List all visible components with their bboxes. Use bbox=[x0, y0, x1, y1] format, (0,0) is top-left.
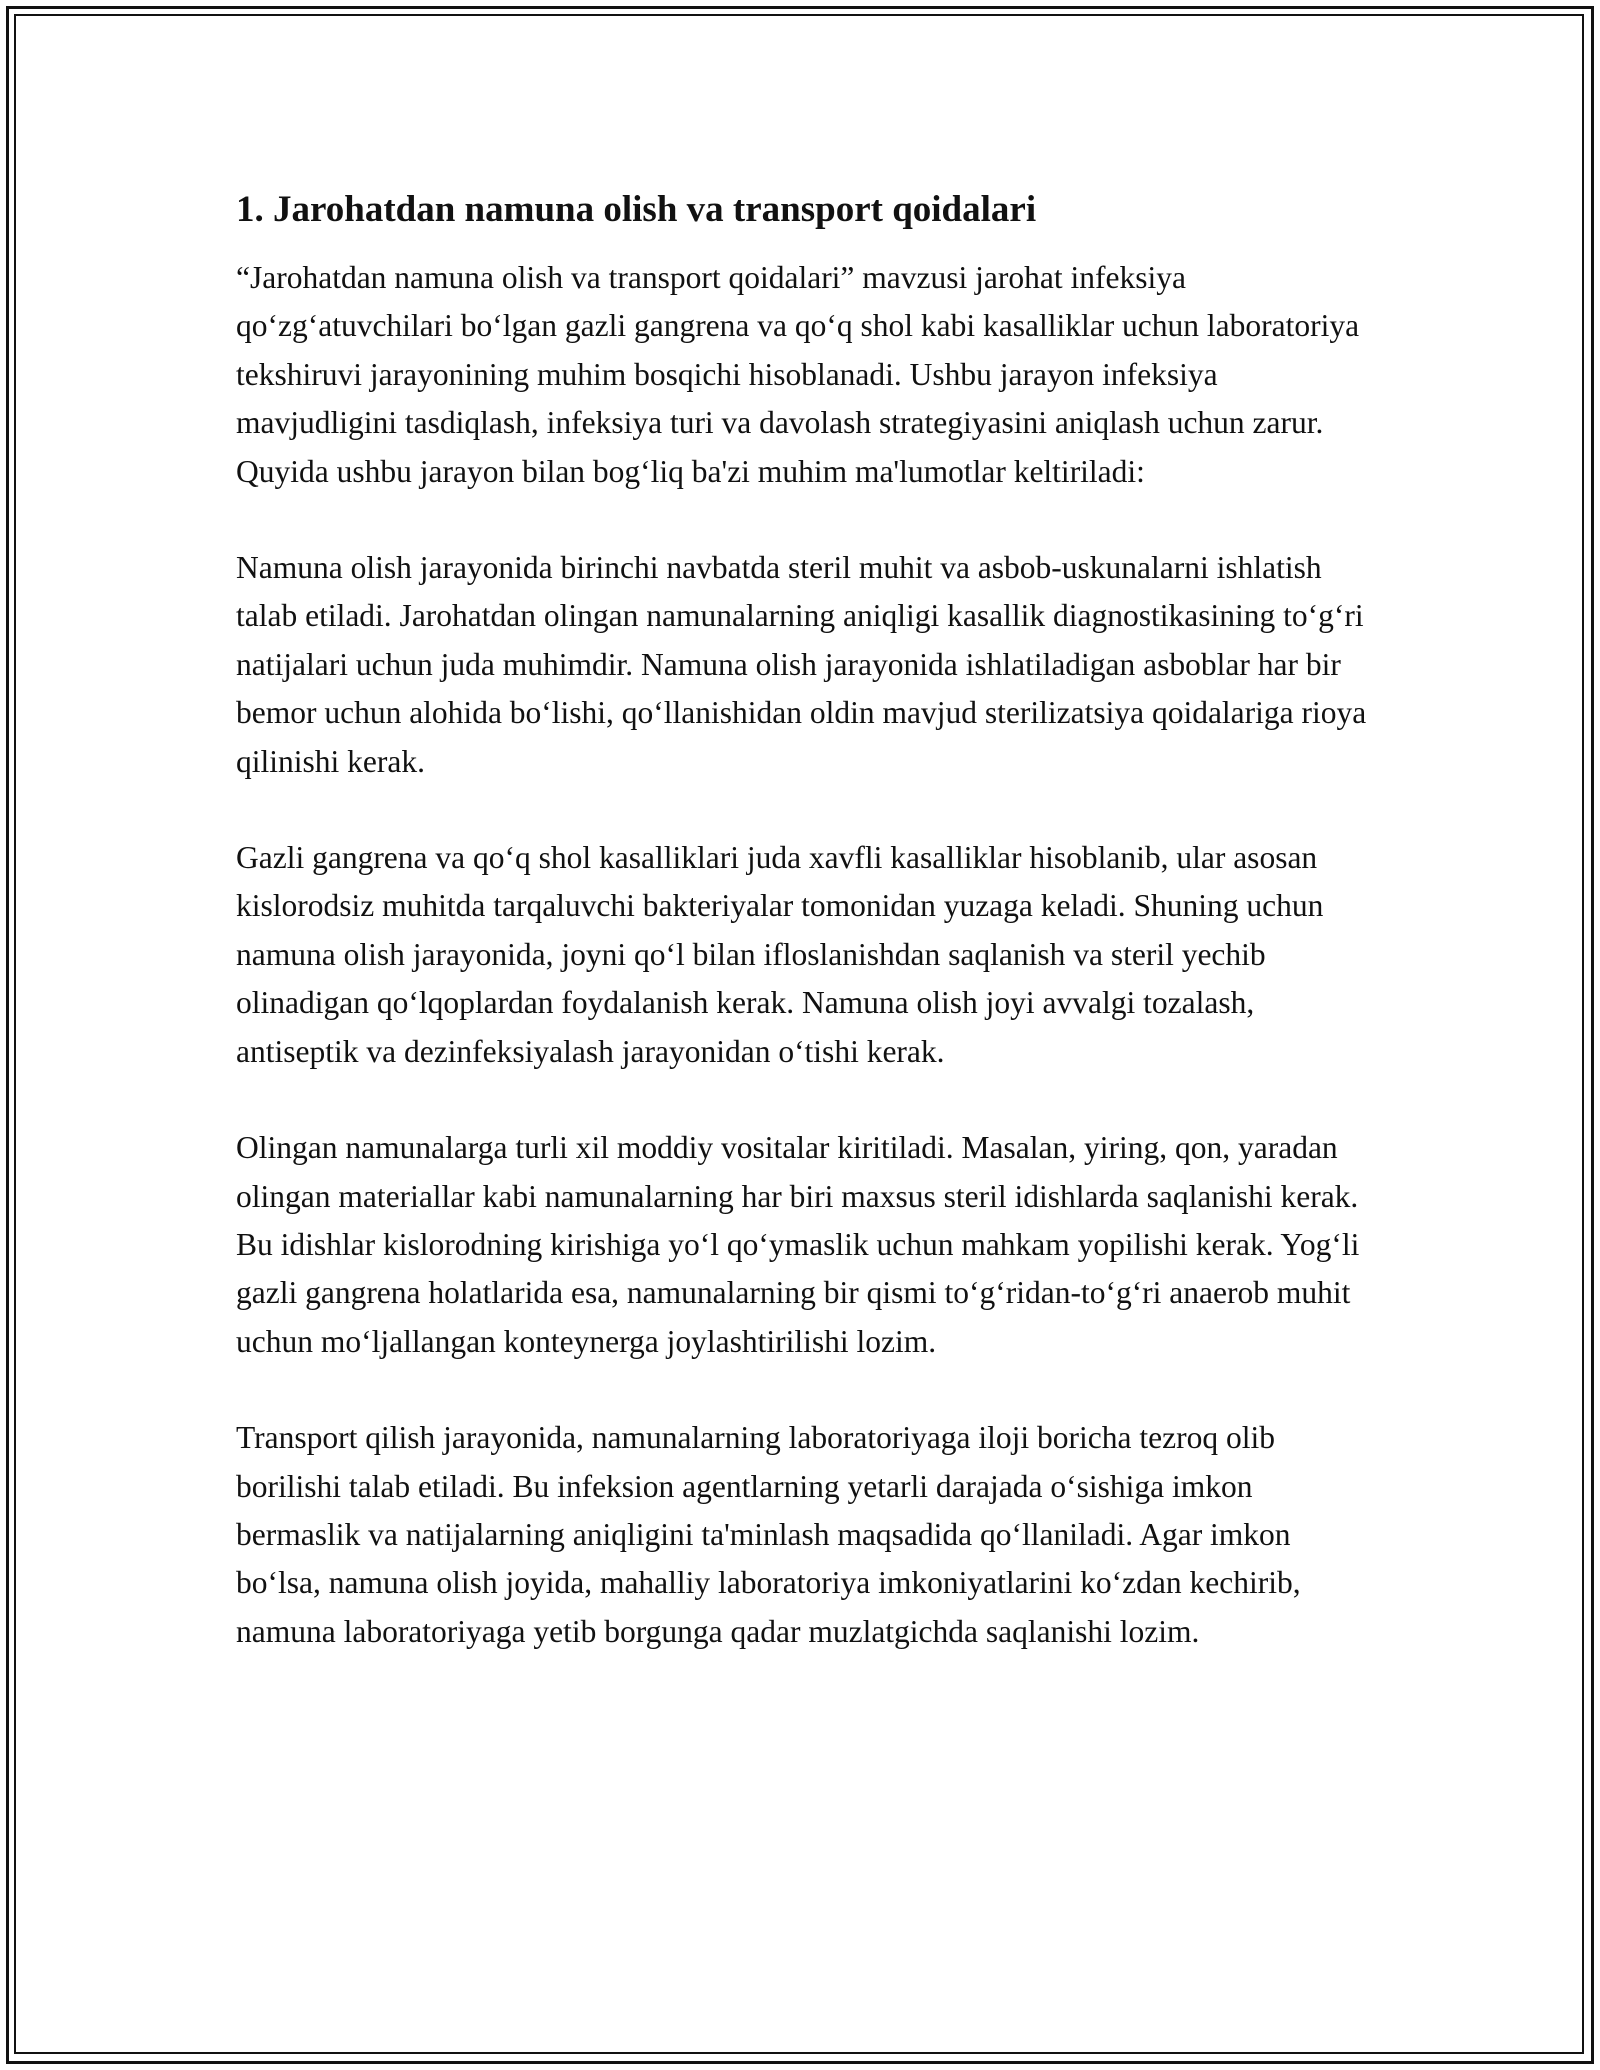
paragraph-gangrene: Gazli gangrena va qo‘q shol kasalliklari juda xavfli kasalliklar hisoblanib, ular asosan kislorodsiz muhitda tarqaluvchi bakteriyalar tomonidan yuzaga keladi. Shuning uchun namuna olish jarayonida, joyni qo‘l bilan ifloslanishdan saqlanish va steril yechib olinadigan qo‘lqoplardan foydalanish kerak. Namuna olish joyi avvalgi tozalash, antiseptik va dezinfeksiyalash jarayonidan o‘tishi kerak. bbox=[236, 840, 1324, 1069]
paragraph-sampling: Namuna olish jarayonida birinchi navbatda steril muhit va asbob-uskunalarni ishlatish talab etiladi. Jarohatdan olingan namunalarning aniqligi kasallik diagnostikasining to‘g‘ri natijalari uchun juda muhimdir. Namuna olish jarayonida ishlatiladigan asboblar har bir bemor uchun alohida bo‘lishi, qo‘llanishidan oldin mavjud sterilizatsiya qoidalariga rioya qilinishi kerak. bbox=[236, 550, 1367, 779]
document-title: 1. Jarohatdan namuna olish va transport qoidalari bbox=[236, 189, 1037, 230]
paragraph-transport: Transport qilish jarayonida, namunalarning laboratoriyaga iloji boricha tezroq olib borilishi talab etiladi. Bu infeksion agentlarning yetarli darajada o‘sishiga imkon bermaslik va natijalarning aniqligini ta'minlash maqsadida qo‘llaniladi. Agar imkon bo‘lsa, namuna olish joyida, mahalliy laboratoriya imkoniyatlarini ko‘zdan kechirib, namuna laboratoriyaga yetib borgunga qadar muzlatgichda saqlanishi lozim. bbox=[236, 1420, 1301, 1649]
paragraph-intro: “Jarohatdan namuna olish va transport qoidalari” mavzusi jarohat infeksiya qo‘zg‘atuvchilari bo‘lgan gazli gangrena va qo‘q shol kabi kasalliklar uchun laboratoriya tekshiruvi jarayonining muhim bosqichi hisoblanadi. Ushbu jarayon infeksiya mavjudligini tasdiqlash, infeksiya turi va davolash strategiyasini aniqlash uchun zarur. Quyida ushbu jarayon bilan bog‘liq ba'zi muhim ma'lumotlar keltiriladi: bbox=[236, 260, 1360, 489]
document-body bbox=[236, 186, 1376, 1704]
paragraph-containers: Olingan namunalarga turli xil moddiy vositalar kiritiladi. Masalan, yiring, qon, yaradan olingan materiallar kabi namunalarning har biri maxsus steril idishlarda saqlanishi kerak. Bu idishlar kislorodning kirishiga yo‘l qo‘ymaslik uchun mahkam yopilishi kerak. Yog‘li gazli gangrena holatlarida esa, namunalarning bir qismi to‘g‘ridan-to‘g‘ri anaerob muhit uchun mo‘ljallangan konteynerga joylashtirilishi lozim. bbox=[236, 1130, 1360, 1359]
